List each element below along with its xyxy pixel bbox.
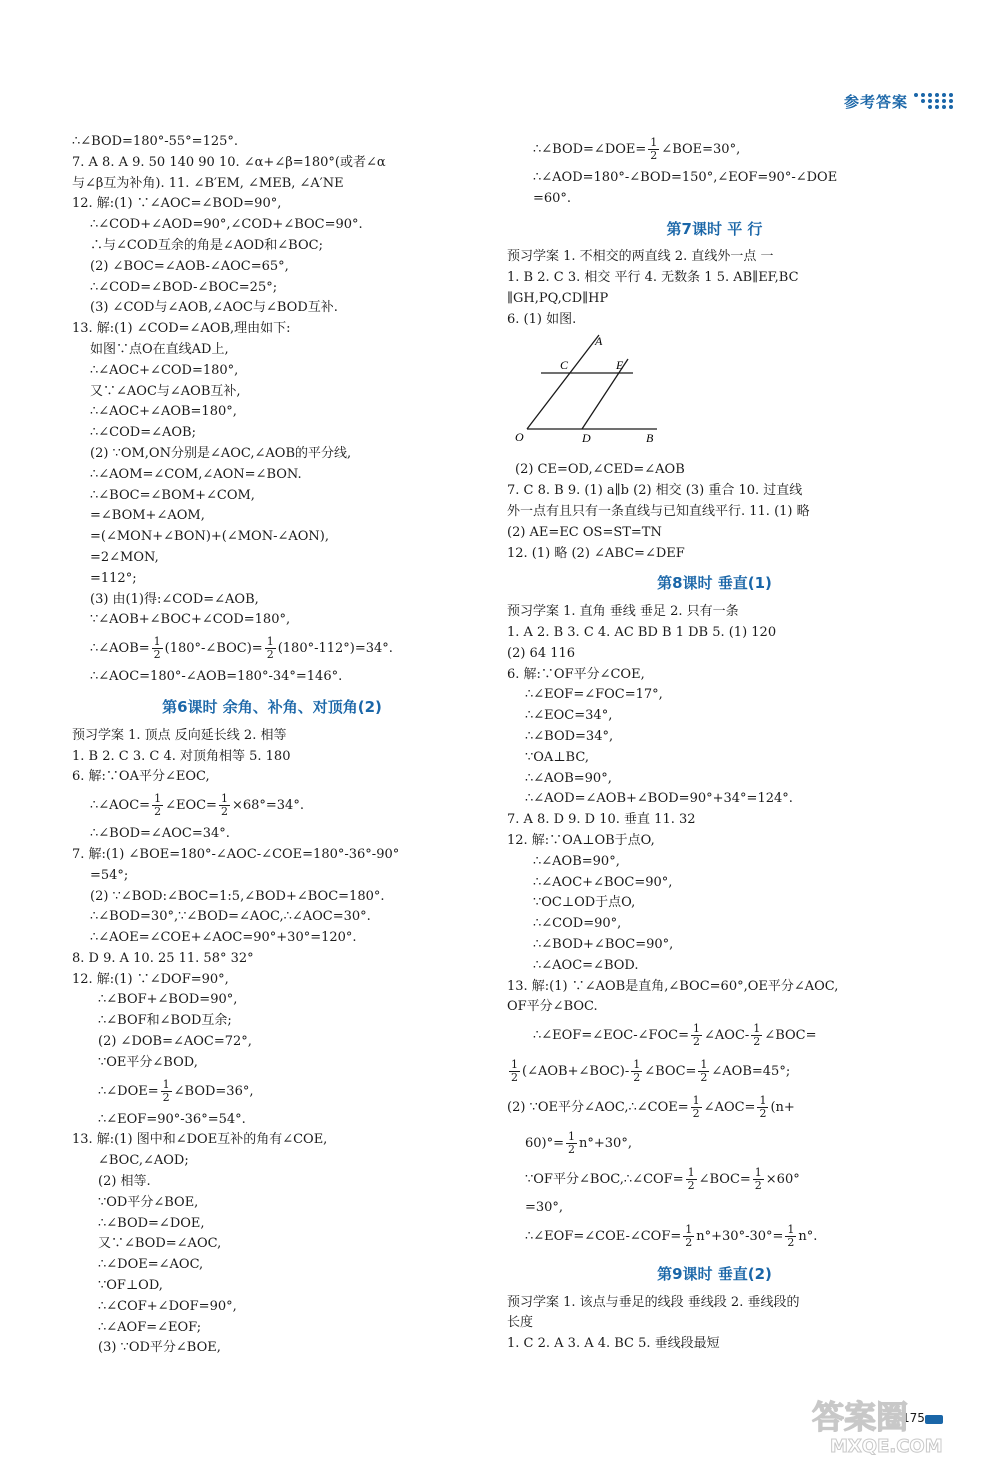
line-oa xyxy=(527,335,599,429)
answer-line: 1. C 2. A 3. A 4. BC 5. 垂线段最短 xyxy=(507,1336,720,1352)
answer-line: ∴∠BOD+∠BOC=90°, xyxy=(533,936,674,952)
answer-line: ∴∠COD+∠AOD=90°,∠COD+∠BOC=90°. xyxy=(90,217,363,233)
answer-line: ∴∠COD=90°, xyxy=(533,916,622,932)
fraction-one-half: $\frac{1}{2}$ xyxy=(162,1077,170,1104)
answer-line-fraction xyxy=(72,631,472,667)
section-title: 第9课时 垂直(2) xyxy=(657,1264,772,1283)
answer-line: =30°, xyxy=(525,1200,564,1216)
fraction-one-half: $\frac{1}{2}$ xyxy=(153,635,161,662)
math-text: ∠BOC= xyxy=(644,1064,697,1080)
math-text: ∠BOC= xyxy=(764,1028,817,1044)
answer-line-fraction xyxy=(507,1219,922,1255)
label-b: B xyxy=(646,430,654,445)
page-number: 175 xyxy=(902,1411,925,1425)
math-text: ∴∠AOC= xyxy=(90,798,151,814)
answer-line: 12. 解:∵OA⊥OB于点O, xyxy=(507,832,655,848)
answer-line: 12. (1) 略 (2) ∠ABC=∠DEF xyxy=(507,545,685,561)
math-text: n°+30°, xyxy=(579,1136,632,1152)
answer-line: ∴∠AOB=90°, xyxy=(525,770,612,786)
answer-line: ∴∠BOC=∠BOM+∠COM, xyxy=(90,487,255,503)
answer-line: 6. 解:∵OA平分∠EOC, xyxy=(72,769,210,785)
answer-line: ∴∠AOC=∠BOD. xyxy=(533,957,639,973)
answer-line: 13. 解:(1) ∠COD=∠AOB,理由如下: xyxy=(72,321,291,337)
page-header xyxy=(844,86,954,116)
section-title: 第7课时 平 行 xyxy=(666,219,763,238)
fraction-one-half: $\frac{1}{2}$ xyxy=(754,1166,762,1193)
answer-line: 预习学案 1. 直角 垂线 垂足 2. 只有一条 xyxy=(507,604,739,620)
answer-line: ∴∠COD=∠AOB; xyxy=(90,425,196,441)
answer-line: (2) ∵∠BOD:∠BOC=1:5,∠BOD+∠BOC=180°. xyxy=(90,888,385,904)
watermark-logo xyxy=(800,1392,990,1458)
math-text: ∴∠BOD=∠DOE= xyxy=(533,142,647,157)
answer-line: ∴∠BOD=180°-55°=125°. xyxy=(72,134,239,149)
math-text: (180°-112°)=34°. xyxy=(277,641,393,657)
answer-line: ∴∠AOC+∠BOC=90°, xyxy=(533,874,673,890)
answer-line: (2) ∠BOC=∠AOB-∠AOC=65°, xyxy=(90,258,289,274)
answer-line: ∴∠EOC=34°, xyxy=(525,708,613,724)
answer-line: ∠BOC,∠AOD; xyxy=(98,1153,189,1169)
answer-line: (2) CE=OD,∠CED=∠AOB xyxy=(515,462,685,478)
answer-line: (2) 64 116 xyxy=(507,645,576,661)
answer-line: 13. 解:(1) ∵∠AOB是直角,∠BOC=60°,OE平分∠AOC, xyxy=(507,978,839,994)
answer-line: ∵OA⊥BC, xyxy=(525,749,589,765)
math-text: ∠BOC= xyxy=(698,1172,751,1188)
section-title: 第8课时 垂直(1) xyxy=(657,574,772,593)
answer-line: ∴∠AOC=180°-∠AOB=180°-34°=146°. xyxy=(90,669,343,685)
fraction-one-half: $\frac{1}{2}$ xyxy=(685,1222,693,1249)
answer-line: ∴∠DOE=∠AOC, xyxy=(98,1257,204,1273)
answer-line: 预习学案 1. 顶点 反向延长线 2. 相等 xyxy=(72,727,287,743)
header-title: 参考答案 xyxy=(843,92,908,111)
fraction-one-half: $\frac{1}{2}$ xyxy=(568,1130,576,1157)
answer-line: 7. A 8. A 9. 50 140 90 10. ∠α+∠β=180°(或者∠α xyxy=(72,154,386,170)
math-text: ∠EOC= xyxy=(165,798,217,814)
answer-line: ∴∠BOD=34°, xyxy=(525,728,614,744)
answer-line: ∴∠EOF=90°-36°=54°. xyxy=(98,1111,246,1127)
answer-line: ∴∠EOF=∠FOC=17°, xyxy=(525,687,663,703)
answer-line: ∥GH,PQ,CD∥HP xyxy=(507,290,609,306)
answer-line: 7. C 8. B 9. (1) a∥b (2) 相交 (3) 重合 10. 过直线 xyxy=(507,483,803,499)
answer-line: 1. B 2. C 3. 相交 平行 4. 无数条 1 5. AB∥EF,BC xyxy=(507,270,799,286)
answer-line: (2) ∠DOB=∠AOC=72°, xyxy=(98,1034,252,1050)
answer-line: OF平分∠BOC. xyxy=(507,999,598,1015)
answer-line: ∴∠AOF=∠EOF; xyxy=(98,1319,202,1335)
answer-line: (3) 由(1)得:∠COD=∠AOB, xyxy=(90,591,259,607)
left-column xyxy=(72,132,472,1359)
answer-line: ∵OE平分∠BOD, xyxy=(98,1054,198,1070)
fraction-one-half: $\frac{1}{2}$ xyxy=(700,1058,708,1085)
answer-line: 7. A 8. D 9. D 10. 垂直 11. 32 xyxy=(507,812,696,828)
answer-line: ∴∠AOM=∠COM,∠AON=∠BON. xyxy=(90,466,302,482)
answer-line: 7. 解:(1) ∠BOE=180°-∠AOC-∠COE=180°-36°-90° xyxy=(72,846,400,862)
answer-line: ∵∠AOB+∠BOC+∠COD=180°, xyxy=(90,612,291,628)
answer-line: 12. 解:(1) ∵∠AOC=∠BOD=90°, xyxy=(72,196,282,212)
answer-line: (2) AE=EC OS=ST=TN xyxy=(507,524,662,540)
answer-line-fraction xyxy=(507,1126,922,1162)
math-text: ∠AOC= xyxy=(703,1100,756,1116)
math-text: ×68°=34°. xyxy=(231,798,304,814)
label-e: E xyxy=(616,357,624,372)
answer-line-fraction xyxy=(507,1090,922,1126)
math-text: 60)°= xyxy=(525,1136,565,1152)
fraction-one-half: $\frac{1}{2}$ xyxy=(787,1222,795,1249)
answer-line-fraction xyxy=(507,1054,922,1090)
answer-line-fraction xyxy=(72,1074,472,1110)
math-text: n°+30°-30°= xyxy=(696,1228,784,1244)
answer-line: 又∵∠BOD=∠AOC, xyxy=(98,1236,222,1252)
answer-line: 长度 xyxy=(507,1315,534,1331)
answer-line: 6. 解:∵OF平分∠COE, xyxy=(507,666,645,682)
math-text: (∠AOB+∠BOC)- xyxy=(522,1064,630,1080)
fraction-one-half: $\frac{1}{2}$ xyxy=(693,1022,701,1049)
math-text: ∠AOC- xyxy=(704,1028,750,1044)
math-text: ∴∠DOE= xyxy=(98,1083,159,1099)
answer-line: 预习学案 1. 不相交的两直线 2. 直线外一点 一 xyxy=(507,249,774,265)
answer-line: 1. A 2. B 3. C 4. AC BD B 1 DB 5. (1) 120 xyxy=(507,624,777,640)
math-text: ∴∠EOF=∠EOC-∠FOC= xyxy=(533,1028,690,1044)
fraction-one-half: $\frac{1}{2}$ xyxy=(650,136,658,162)
answer-line: 预习学案 1. 该点与垂足的线段 垂线段 2. 垂线段的 xyxy=(507,1294,800,1310)
label-c: C xyxy=(560,357,569,372)
answer-line: ∴∠BOD=∠DOE, xyxy=(98,1215,205,1231)
answer-line: 1. B 2. C 3. C 4. 对顶角相等 5. 180 xyxy=(72,748,291,764)
math-text: n°. xyxy=(798,1228,818,1244)
answer-line: ∴∠BOD=∠AOC=34°. xyxy=(90,826,230,842)
answer-line: =54°; xyxy=(90,867,129,883)
math-text: ∴∠EOF=∠COE-∠COF= xyxy=(525,1228,682,1244)
answer-line: ∴∠AOE=∠COE+∠AOC=90°+30°=120°. xyxy=(90,930,357,946)
fraction-one-half: $\frac{1}{2}$ xyxy=(220,792,228,819)
answer-line: =∠BOM+∠AOM, xyxy=(90,508,205,524)
answer-line: ∴与∠COD互余的角是∠AOD和∠BOC; xyxy=(90,237,323,253)
answer-line: =60°. xyxy=(533,190,572,206)
watermark-url: MXQE.COM xyxy=(830,1436,943,1457)
answer-line: =112°; xyxy=(90,570,137,586)
label-o: O xyxy=(515,429,524,444)
watermark-text: 答案圈 xyxy=(812,1398,909,1436)
math-text: (180°-∠BOC)= xyxy=(164,641,263,657)
answer-line: 与∠β互为补角). 11. ∠B′EM, ∠MEB, ∠A′NE xyxy=(72,175,344,191)
math-text: ∠BOD=36°, xyxy=(173,1083,254,1099)
math-text: ∠AOB=45°; xyxy=(711,1064,791,1080)
answer-line: ∴∠AOC+∠AOB=180°, xyxy=(90,404,237,420)
answer-line-fraction xyxy=(72,788,472,824)
answer-line-fraction xyxy=(507,132,922,168)
answer-line: ∴∠COF+∠DOF=90°, xyxy=(98,1298,237,1314)
answer-line: (2) ∵OM,ON分别是∠AOC,∠AOB的平分线, xyxy=(90,445,352,461)
answer-line: 8. D 9. A 10. 25 11. 58° 32° xyxy=(72,950,254,966)
answer-line: 12. 解:(1) ∵∠DOF=90°, xyxy=(72,971,229,987)
math-text: (n+ xyxy=(770,1100,795,1116)
answer-line: ∴∠COD=∠BOD-∠BOC=25°; xyxy=(90,279,278,295)
answer-line: 如图∵点O在直线AD上, xyxy=(90,341,229,357)
fraction-one-half: $\frac{1}{2}$ xyxy=(266,635,274,662)
answer-line: ∴∠BOF+∠BOD=90°, xyxy=(98,992,238,1008)
math-text: ×60° xyxy=(765,1172,800,1188)
fraction-one-half: $\frac{1}{2}$ xyxy=(692,1094,700,1121)
answer-line-fraction xyxy=(507,1018,922,1054)
fraction-one-half: $\frac{1}{2}$ xyxy=(154,792,162,819)
answer-line: (3) ∠COD与∠AOB,∠AOC与∠BOD互补. xyxy=(90,300,338,316)
math-text: ∵OF平分∠BOC,∴∠COF= xyxy=(525,1172,684,1188)
fraction-one-half: $\frac{1}{2}$ xyxy=(687,1166,695,1193)
right-column xyxy=(507,132,922,1355)
answer-line: 6. (1) 如图. xyxy=(507,311,577,327)
label-d: D xyxy=(582,430,591,445)
answer-line: 外一点有且只有一条直线与已知直线平行. 11. (1) 略 xyxy=(507,503,810,519)
fraction-one-half: $\frac{1}{2}$ xyxy=(759,1094,767,1121)
math-text: (2) ∵OE平分∠AOC,∴∠COE= xyxy=(507,1100,689,1116)
answer-line: =2∠MON, xyxy=(90,549,159,565)
answer-line: ∴∠AOD=∠AOB+∠BOD=90°+34°=124°. xyxy=(525,791,793,807)
section-title: 第6课时 余角、补角、对顶角(2) xyxy=(162,697,382,716)
answer-line-fraction xyxy=(507,1162,922,1198)
answer-line: ∴∠BOF和∠BOD互余; xyxy=(98,1013,232,1029)
answer-line: ∴∠AOB=90°, xyxy=(533,853,620,869)
answer-line: (2) 相等. xyxy=(98,1174,151,1190)
answer-line: ∵OF⊥OD, xyxy=(98,1278,163,1294)
answer-line: (3) ∵OD平分∠BOE, xyxy=(98,1340,221,1356)
math-text: ∠BOE=30°, xyxy=(661,142,741,157)
parallel-lines-figure xyxy=(507,333,747,453)
fraction-one-half: $\frac{1}{2}$ xyxy=(633,1058,641,1085)
answer-line: ∴∠BOD=30°,∵∠BOD=∠AOC,∴∠AOC=30°. xyxy=(90,909,371,925)
answer-line: ∴∠AOD=180°-∠BOD=150°,∠EOF=90°-∠DOE xyxy=(533,170,838,185)
answer-line: 13. 解:(1) 图中和∠DOE互补的角有∠COE, xyxy=(72,1132,328,1148)
fraction-one-half: $\frac{1}{2}$ xyxy=(511,1058,518,1085)
math-text: ∴∠AOB= xyxy=(90,641,150,657)
header-dots-decoration xyxy=(914,93,954,109)
answer-line: =(∠MON+∠BON)+(∠MON-∠AON), xyxy=(90,529,329,545)
answer-line: ∵OC⊥OD于点O, xyxy=(533,895,636,911)
answer-line: ∴∠AOC+∠COD=180°, xyxy=(90,362,239,378)
answer-line: 又∵∠AOC与∠AOB互补, xyxy=(90,383,241,399)
label-a: A xyxy=(595,333,603,348)
answer-line: ∵OD平分∠BOE, xyxy=(98,1194,199,1210)
fraction-one-half: $\frac{1}{2}$ xyxy=(753,1022,761,1049)
